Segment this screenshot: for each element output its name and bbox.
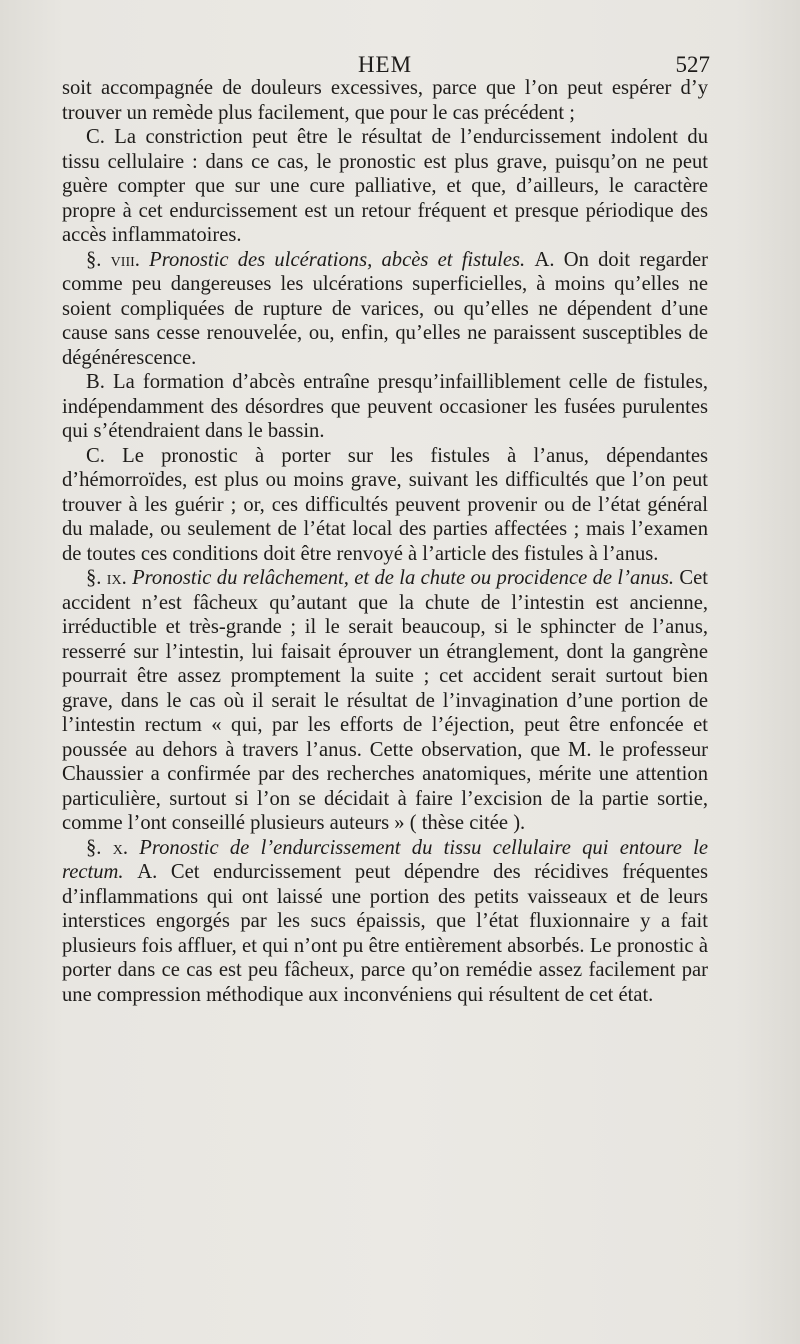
section-heading: Pronostic des ulcérations, abcès et fistules. xyxy=(149,248,535,271)
paragraph-text: A. Cet endurcissement peut dépendre des récidives fréquentes d’inflammations qui ont laissé une portion des petits vaisseaux et de leurs interstices engorgés par les sucs épaissis, que l’état fluxionnaire y a fait plusieurs fois affluer, et qui n’ont pu être entièrement absorbés. Le pronostic à porter dans ce cas est peu fâcheux, parce qu’on remédie assez facilement par une compression méthodique aux inconvéniens qui résultent de cet état. xyxy=(62,861,708,1006)
paragraph-text: B. La formation d’abcès entraîne presqu’infailliblement celle de fistules, indépendamment des désordres que peuvent occasioner les fusées purulentes qui s’étendraient dans le bassin. xyxy=(62,371,708,442)
section-heading: Pronostic de l’endurcissement du tissu cellulaire qui entoure le rectum. xyxy=(62,836,708,883)
paragraph-text: Cet accident n’est fâcheux qu’autant que la chute de l’intestin est ancienne, irréductible et très-grande ; il le serait beaucoup, si le sphincter de l’anus, resserré sur l’intestin, lui faisait éprouver un étranglement, dont la gangrène pourrait être assez promptement la suite ; cet accident serait surtout bien grave, dans le cas où il serait le résultat de l’invagination d’une portion de l’intestin rectum « qui, par les efforts de l’éjection, peut être enfoncée et poussée au dehors à travers l’anus. Cette observation, que M. le professeur Chaussier a confirmée par des recherches anatomiques, mérite une attention particulière, surtout si l’on se décidait à faire l’excision de la partie sortie, comme l’ont conseillé plusieurs auteurs » ( thèse citée ). xyxy=(62,567,709,834)
section-number: §. viii. xyxy=(86,248,150,271)
paragraph-text: C. La constriction peut être le résultat de l’endurcissement indolent du tissu cellulaire : dans ce cas, le pronostic est plus grave, puisqu’on ne peut guère compter que sur une cure palliative, et que, d’ailleurs, le caractère propre à cet endurcissement est un retour fréquent et presque périodique des accès inflammatoires. xyxy=(62,126,708,246)
paragraph-text: A. On doit regarder comme peu dangereuses les ulcérations superficielles, à moins qu’elles ne soient compliquées de rupture de varices, ou qu’elles ne dépendent d’une cause sans cesse renouvelée, ou, enfin, qu’elles ne paraissent susceptibles de dégénérescence. xyxy=(62,248,708,369)
section-x xyxy=(62,836,708,1008)
body-text xyxy=(62,76,708,1007)
paragraph-c-constriction xyxy=(62,125,708,248)
paragraph-text: soit accompagnée de douleurs excessives, parce que l’on peut espérer d’y trouver un remède plus facilement, que pour le cas précédent ; xyxy=(62,77,708,124)
section-number: §. x. xyxy=(86,836,140,859)
section-heading: Pronostic du relâchement, et de la chute ou procidence de l’anus. xyxy=(132,567,680,589)
section-ix xyxy=(62,566,708,836)
paragraph-c-fistules xyxy=(62,444,708,567)
section-number: §. ix. xyxy=(86,567,133,589)
page-number: 527 xyxy=(675,52,710,77)
section-viii xyxy=(62,248,708,371)
paragraph-continuation xyxy=(62,76,708,125)
running-head: HEM xyxy=(357,52,413,77)
paragraph-b-abces xyxy=(62,370,708,444)
paragraph-text: C. Le pronostic à porter sur les fistules à l’anus, dépendantes d’hémorroïdes, est plus ou moins grave, suivant les difficultés que l’on peut trouver à les guérir ; or, ces difficultés peuvent provenir ou de l’état général du malade, ou seulement de l’état local des parties affectées ; mais l’examen de toutes ces conditions doit être renvoyé à l’article des fistules à l’anus. xyxy=(62,444,708,565)
